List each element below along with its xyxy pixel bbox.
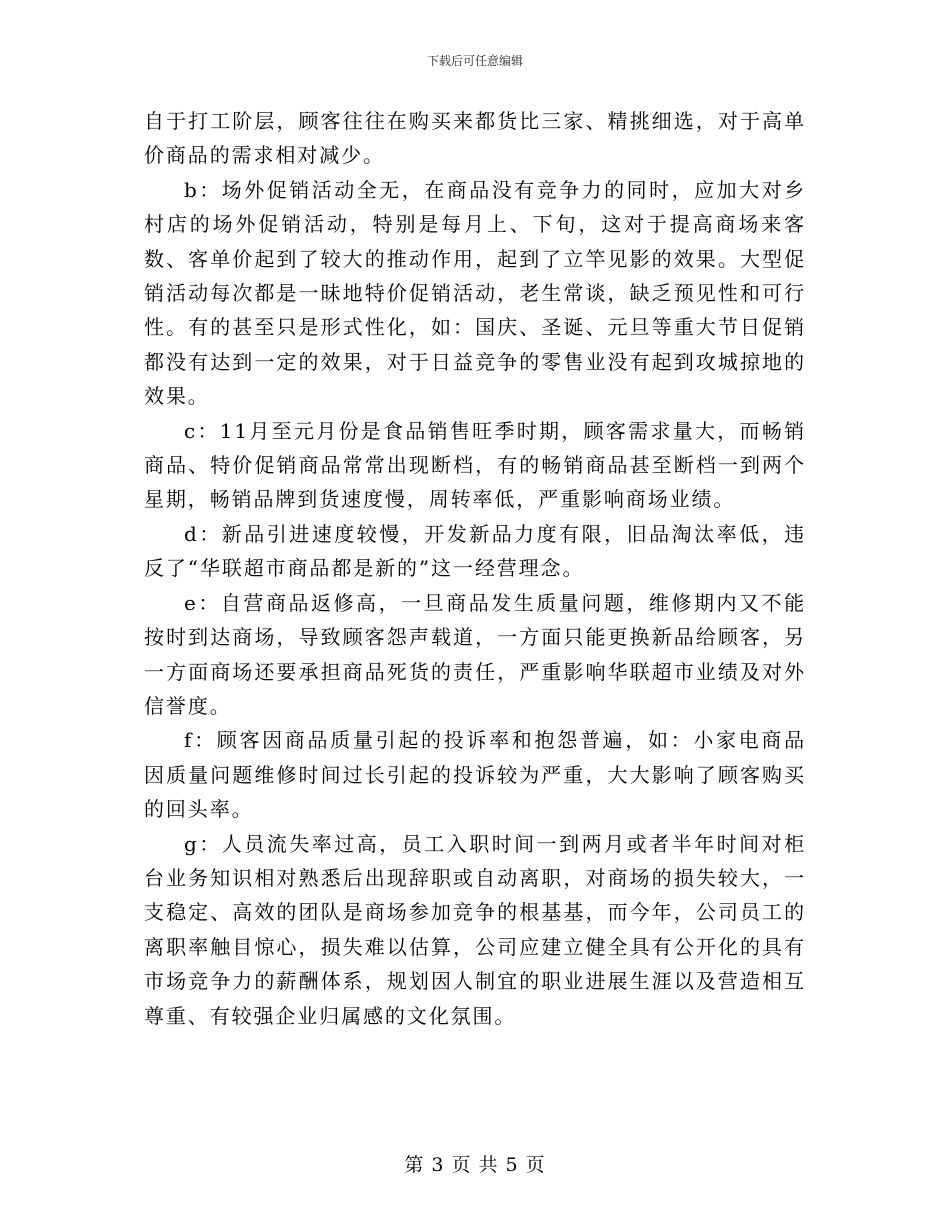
paragraph-continuation: 自于打工阶层，顾客往往在购买来都货比三家、精挑细选，对于高单价商品的需求相对减少。 — [144, 109, 806, 168]
paragraph-c: c：11月至元月份是食品销售旺季时期，顾客需求量大，而畅销商品、特价促销商品常常出现断档，有的畅销商品甚至断档一到两个星期，畅销品牌到货速度慢，周转率低，严重影响商场业绩。 — [144, 418, 806, 512]
paragraph-e: e：自营商品返修高，一旦商品发生质量问题，维修期内又不能按时到达商场，导致顾客怨声载道，一方面只能更换新品给顾客，另一方面商场还要承担商品死货的责任，严重影响华联超市业绩及对外信誉度。 — [144, 590, 806, 718]
paragraph-b: b：场外促销活动全无，在商品没有竞争力的同时，应加大对乡村店的场外促销活动，特别是每月上、下旬，这对于提高商场来客数、客单价起到了较大的推动作用，起到了立竿见影的效果。大型促销活动每次都是一昧地特价促销活动，老生常谈，缺乏预见性和可行性。有的甚至只是形式性化，如：国庆、圣诞、元旦等重大节日促销都没有达到一定的效果，对于日益竞争的零售业没有起到攻城掠地的效果。 — [144, 177, 806, 409]
page-footer: 第 3 页 共 5 页 — [404, 1154, 546, 1176]
paragraph-d: d：新品引进速度较慢，开发新品力度有限，旧品淘汰率低，违反了“华联超市商品都是新的”这一经营理念。 — [144, 521, 806, 581]
document-body — [144, 104, 806, 1033]
page-header: 下载后可任意编辑 — [426, 54, 523, 68]
paragraph-g: g：人员流失率过高，员工入职时间一到两月或者半年时间对柜台业务知识相对熟悉后出现辞职或自动离职，对商场的损失较大，一支稳定、高效的团队是商场参加竞争的根基基，而今年，公司员工的离职率触目惊心，损失难以估算，公司应建立健全具有公开化的具有市场竞争力的薪酬体系，规划因人制宜的职业进展生涯以及营造相互尊重、有较强企业归属感的文化氛围。 — [144, 831, 806, 1028]
paragraph-f: f：顾客因商品质量引起的投诉率和抱怨普遍，如：小家电商品因质量问题维修时间过长引起的投诉较为严重，大大影响了顾客购买的回头率。 — [144, 728, 806, 822]
